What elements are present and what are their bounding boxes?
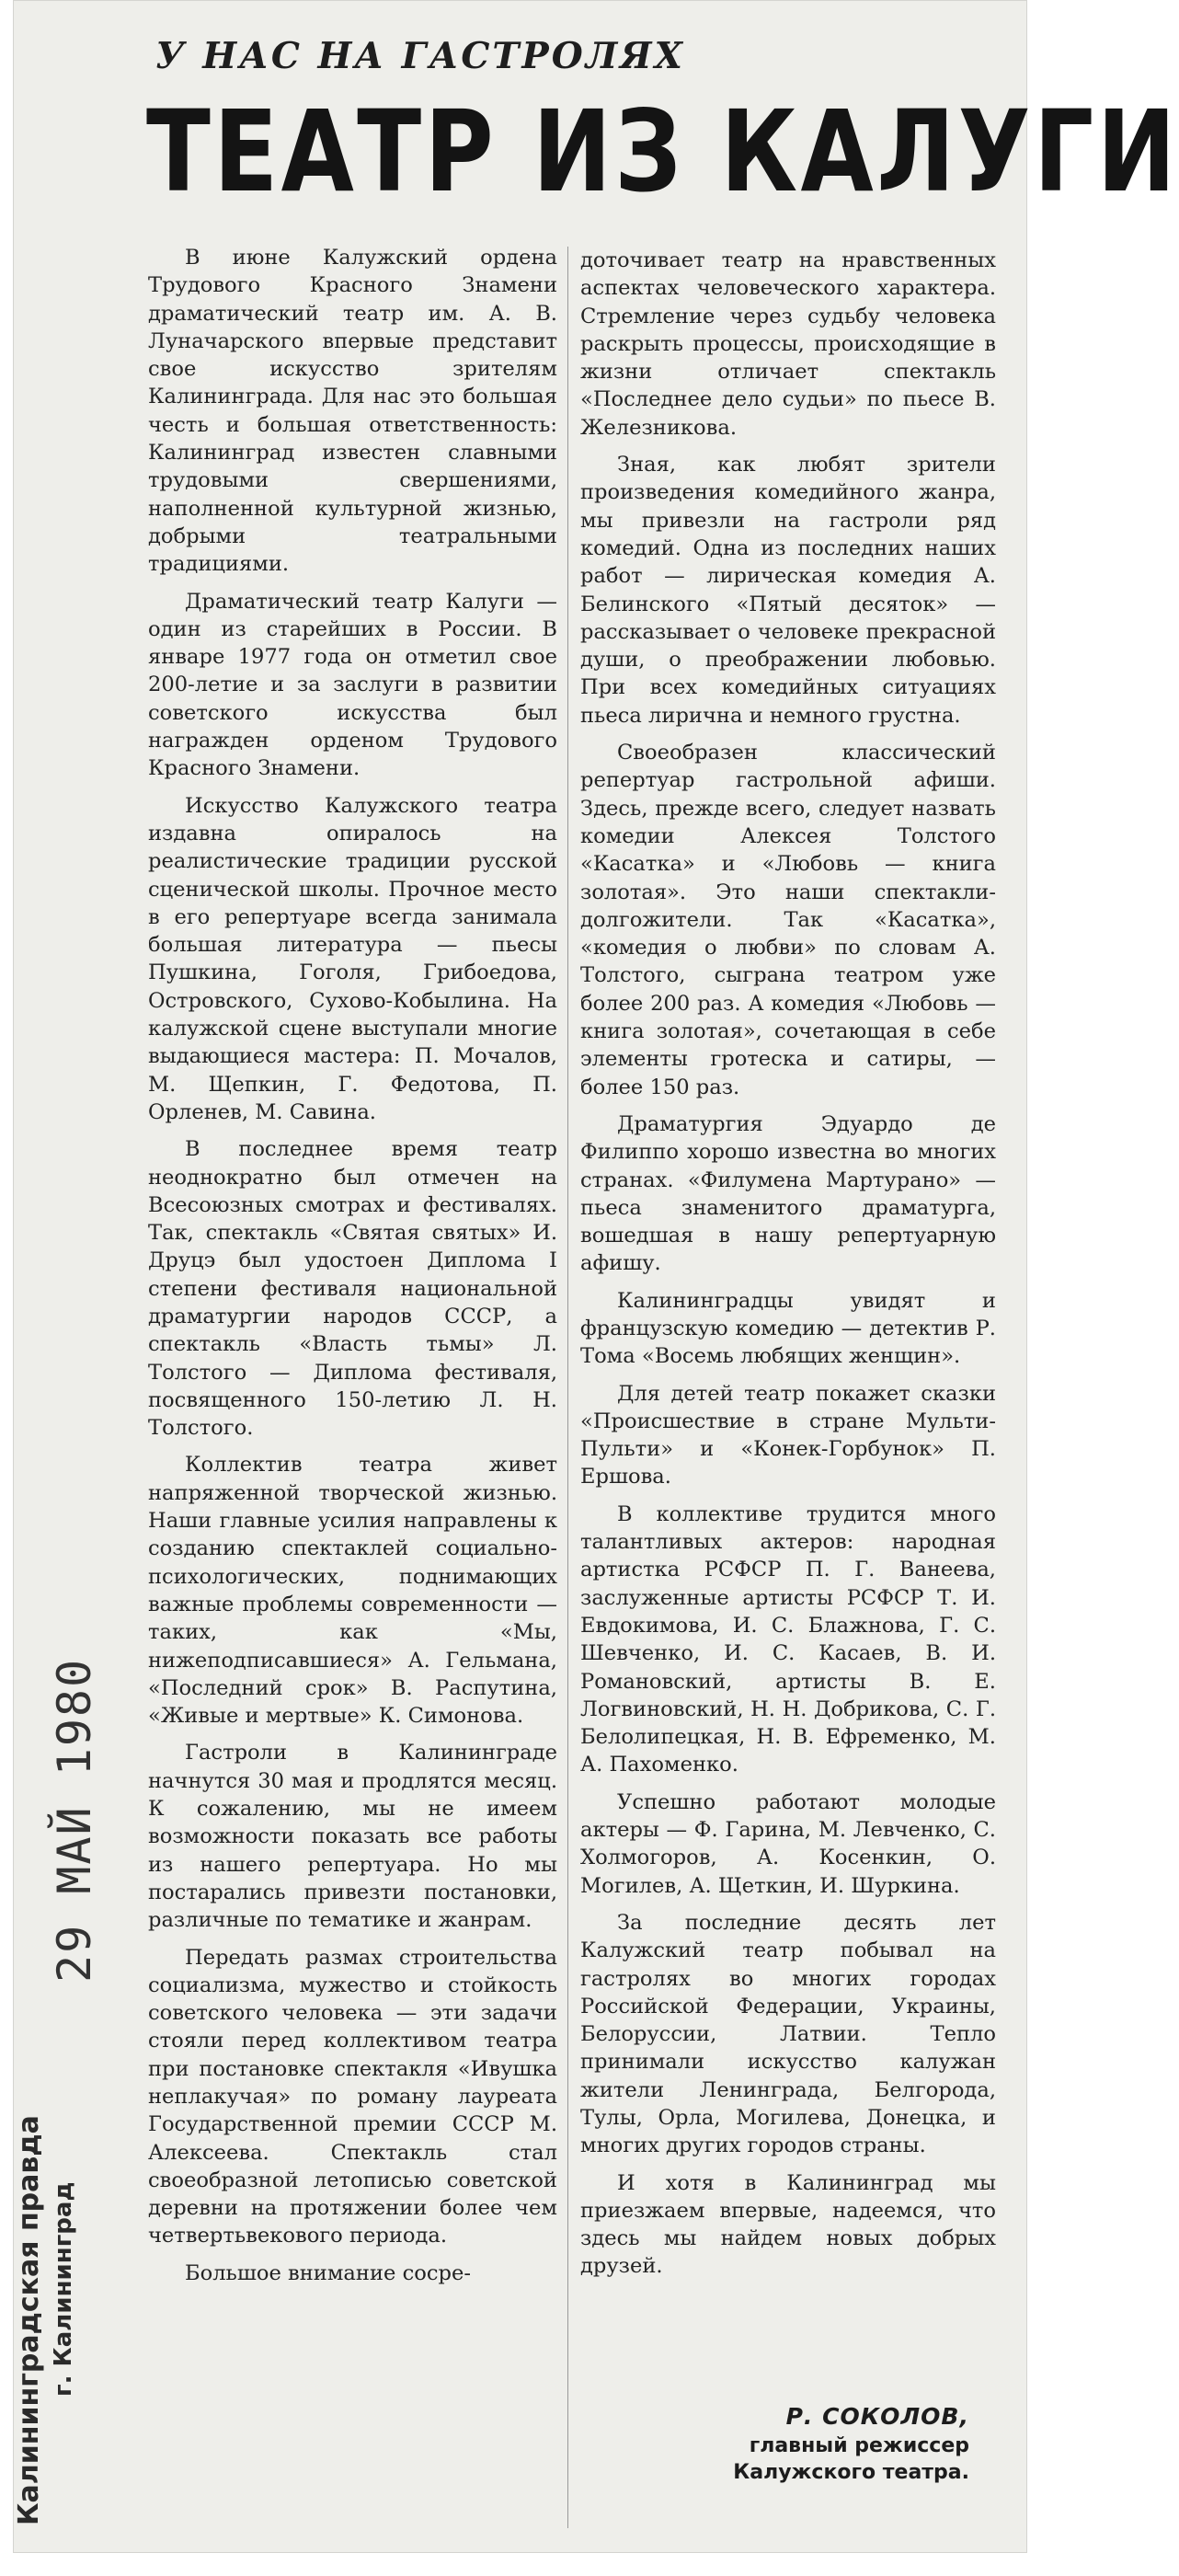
article-column-2 — [580, 247, 996, 2290]
paragraph: Коллектив театра живет напряженной творческой жизнью. Наши главные усилия направлены к созданию спектаклей социально-психологических, поднимающих важные проблемы современности — таких, как «Мы, нижеподписавшиеся» А. Гельмана, «Последний срок» В. Распутина, «Живые и мертвые» К. Симонова. — [148, 1453, 557, 1729]
paragraph: Успешно работают молодые актеры — Ф. Гарина, М. Левченко, С. Холмогоров, А. Косенкин, О. Могилев, А. Щеткин, И. Шуркина. — [580, 1789, 996, 1898]
newspaper-clipping — [13, 0, 1179, 2553]
author-name: Р. СОКОЛОВ, — [785, 2403, 969, 2430]
paragraph: Своеобразен классический репертуар гастрольной афиши. Здесь, прежде всего, следует назвать комедии Алексея Толстого «Касатка» и «Любовь — книга золотая». Это наши спектакли-долгожители. Так «Касатка», «комедия о любви» по словам А. Толстого, сыграна театром уже более 200 раз. А комедия «Любовь — книга золотая», сочетающая в себе элементы гротеска и сатиры, — более 150 раз. — [580, 741, 996, 1099]
paragraph: Гастроли в Калининграде начнутся 30 мая и продлятся месяц. К сожалению, мы не имеем возможности показать все работы из нашего репертуара. Но мы постарались привезти постановки, различные по тематике и жанрам. — [148, 1741, 557, 1933]
article-column-1 — [148, 244, 557, 2296]
author-affiliation: Калужского театра. — [733, 2461, 969, 2484]
paragraph: Для детей театр покажет сказки «Происшествие в стране Мульти-Пульти» и «Конек-Горбунок» П. Ершова. — [580, 1381, 996, 1489]
newspaper-name: Калининградская правда — [13, 2115, 45, 2525]
paragraph: В июне Калужский ордена Трудового Красного Знамени драматический театр им. А. В. Луначарского впервые представит свое искусство зрителям Калининграда. Для нас это большая честь и большая ответственность: Калининград известен славными трудовыми свершениями, наполненной культурной жизнью, добрыми театральными традициями. — [148, 246, 557, 577]
source-stamp — [11, 2115, 79, 2525]
paragraph: Калининградцы увидят и французскую комедию — детектив Р. Тома «Восемь любящих женщин». — [580, 1288, 996, 1369]
paragraph: Большое внимание сосре- — [185, 2260, 471, 2285]
paragraph: За последние десять лет Калужский театр побывал на гастролях во многих городах Российской Федерации, Украины, Белоруссии, Латвии. Тепло принимали искусство калужан жители Ленинграда, Белгорода, Тулы, Орла, Могилева, Донецка, и многих других городов страны. — [580, 1910, 996, 2158]
column-divider — [567, 247, 568, 2528]
paragraph: Драматический театр Калуги — один из старейших в России. В январе 1977 года он отметил свое 200-летие и за заслуги в развитии советского искусства был награжден орденом Трудового Красного Знамени. — [148, 589, 557, 781]
date-stamp: 29 МАЙ 1980 — [48, 1657, 101, 1983]
paragraph: Драматургия Эдуардо де Филиппо хорошо известна во многих странах. «Филумена Мартурано» — пьеса знаменитого драматурга, вошедшая в нашу репертуарную афишу. — [580, 1111, 996, 1276]
paragraph: В коллективе трудится много талантливых актеров: народная артистка РСФСР П. Г. Ванеева, заслуженные артисты РСФСР Т. И. Евдокимова, И. С. Блажнова, Г. С. Шевченко, И. С. Касаев, В. И. Романовский, артисты В. Е. Логвиновский, Н. Н. Добрикова, С. Г. Белолипецкая, Н. В. Ефременко, М. А. Пахоменко. — [580, 1501, 996, 1777]
paragraph: И хотя в Калининград мы приезжаем впервые, надеемся, что здесь мы найдем новых добрых друзей. — [580, 2170, 996, 2279]
newspaper-city: г. Калининград — [50, 2181, 77, 2397]
paragraph: В последнее время театр неоднократно был отмечен на Всесоюзных смотрах и фестивалях. Так, спектакль «Святая святых» И. Друцэ был удостоен Диплома I степени фестиваля национальной драматургии народов СССР, а спектакль «Власть тьмы» Л. Толстого — Диплома фестиваля, посвященного 150-летию Л. Н. Толстого. — [148, 1137, 557, 1441]
author-signature — [693, 2401, 969, 2486]
paragraph: Зная, как любят зрители произведения комедийного жанра, мы привезли на гастроли ряд комедий. Одна из последних наших работ — лирическая комедия А. Белинского «Пятый десяток» — рассказывает о человеке прекрасной души, о преображении любовью. При всех комедийных ситуациях пьеса лирична и немного грустна. — [580, 453, 996, 728]
author-role: главный режиссер — [749, 2434, 969, 2457]
paragraph: доточивает театр на нравственных аспектах человеческого характера. Стремление через судьбу человека раскрыть процессы, происходящие в жизни отличает спектакль «Последнее дело судьи» по пьесе В. Железникова. — [580, 248, 996, 440]
article-headline: ТЕАТР ИЗ КАЛУГИ — [146, 86, 1179, 217]
paragraph: Искусство Калужского театра издавна опиралось на реалистические традиции русской сценической школы. Прочное место в его репертуаре всегда занимала большая литература — пьесы Пушкина, Гоголя, Грибоедова, Островского, Сухово-Кобылина. На калужской сцене выступали многие выдающиеся мастера: П. Мочалов, М. Щепкин, Г. Федотова, П. Орленев, М. Савина. — [148, 793, 557, 1124]
rubric-kicker: У НАС НА ГАСТРОЛЯХ — [155, 35, 685, 77]
paragraph: Передать размах строительства социализма, мужество и стойкость советского человека — эти задачи стояли перед коллективом театра при постановке спектакля «Ивушка неплакучая» по роману лауреата Государственной премии СССР М. Алексеева. Спектакль стал своеобразной летописью советской деревни на протяжении более чем четвертьвекового периода. — [148, 1945, 557, 2248]
